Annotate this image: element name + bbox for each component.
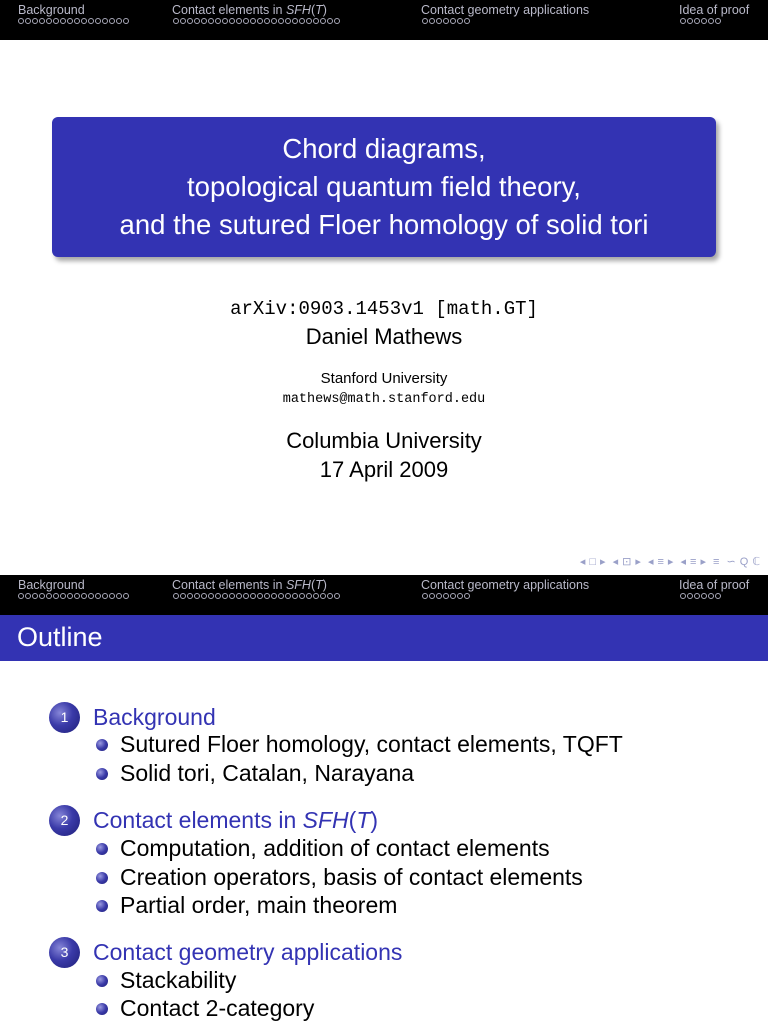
outline-section-title[interactable]: Background [93,704,216,730]
outline-item[interactable] [120,994,314,1022]
frame-dot[interactable] [264,593,270,599]
institute: Stanford University [320,370,448,387]
frame-dot[interactable] [701,593,707,599]
frame-dot[interactable] [701,18,707,24]
frame-dot[interactable] [208,593,214,599]
frame-dot[interactable] [257,18,263,24]
nav-dots-background[interactable] [18,593,130,603]
frame-icon[interactable]: □ [589,556,597,568]
bullet-icon [96,768,108,780]
frame-dot[interactable] [109,593,115,599]
frame-dot[interactable] [46,593,52,599]
bullet-icon [96,739,108,751]
back-icon[interactable]: ∽ [726,556,736,568]
frame-dot[interactable] [173,593,179,599]
frame-dot[interactable] [95,18,101,24]
section-icon[interactable]: ≡ [657,556,664,568]
frame-dot[interactable] [278,18,284,24]
frame-dot[interactable] [60,18,66,24]
frame-dot[interactable] [32,18,38,24]
forward-icon[interactable]: ℂ [752,556,760,568]
frame-dot[interactable] [306,593,312,599]
frame-dot[interactable] [313,18,319,24]
title-line-1: Chord diagrams, [282,133,486,164]
frame-dot[interactable] [285,593,291,599]
frame-dot[interactable] [201,18,207,24]
frame-next-icon[interactable]: ▸ [600,556,606,568]
nav-section-idea-of-proof[interactable]: Idea of proof [679,578,750,592]
outline-item[interactable] [120,759,414,787]
frame-dot[interactable] [687,593,693,599]
frame-dot[interactable] [450,593,456,599]
frame-dot[interactable] [299,18,305,24]
frame-dot[interactable] [443,593,449,599]
nav-section-idea-of-proof[interactable]: Idea of proof [679,3,750,17]
outline-item[interactable] [120,834,550,862]
outline-slide [0,575,768,1024]
frame-dot[interactable] [201,593,207,599]
bullet-icon [96,900,108,912]
section-number-ball: 2 [49,805,80,836]
frame-dot[interactable] [236,18,242,24]
frame-dot[interactable] [687,18,693,24]
frame-dot[interactable] [422,18,428,24]
frame-dot[interactable] [715,18,721,24]
appendix-icon[interactable]: ≡ [713,556,720,568]
frame-dot[interactable] [320,593,326,599]
nav-section-background[interactable]: Background [18,578,85,592]
arxiv-id: arXiv:0903.1453v1 [math.GT] [230,298,538,320]
frame-dot[interactable] [257,593,263,599]
nav-section-contact-geometry[interactable]: Contact geometry applications [421,578,590,592]
frame-dot[interactable] [443,18,449,24]
frame-dot[interactable] [39,593,45,599]
title-line-2: topological quantum field theory, [187,171,581,202]
frame-dot[interactable] [429,18,435,24]
frame-dot[interactable] [222,18,228,24]
nav-dots-idea-of-proof[interactable] [680,593,722,603]
frame-dot[interactable] [680,593,686,599]
nav-section-contact-elements[interactable]: Contact elements in SFH(T) [172,578,327,592]
frame-dot[interactable] [694,18,700,24]
frame-dot[interactable] [180,18,186,24]
frame-dot[interactable] [95,593,101,599]
frame-dot[interactable] [25,593,31,599]
frame-dot[interactable] [464,18,470,24]
frame-dot[interactable] [116,593,122,599]
frame-dot[interactable] [694,593,700,599]
subsection-prev-icon[interactable]: ◂ [612,556,619,568]
frame-dot[interactable] [123,18,129,24]
nav-dots-contact-elements[interactable] [173,593,341,603]
frame-dot[interactable] [292,18,298,24]
frame-dot[interactable] [60,593,66,599]
frame-dot[interactable] [236,593,242,599]
frame-dot[interactable] [88,593,94,599]
frame-dot[interactable] [88,18,94,24]
nav-dots-contact-geometry[interactable] [422,593,471,603]
subsection-icon[interactable]: ⊡ [622,556,632,568]
nav-dots-contact-geometry[interactable] [422,18,471,28]
frame-dot[interactable] [306,18,312,24]
section-number-ball: 3 [49,937,80,968]
email: mathews@math.stanford.edu [282,392,486,407]
frame-dot[interactable] [18,18,24,24]
nav-section-contact-elements[interactable]: Contact elements in SFH(T) [172,3,327,17]
outline-item[interactable] [120,891,397,919]
frame-dot[interactable] [715,593,721,599]
frame-dot[interactable] [215,18,221,24]
frame-dot[interactable] [53,18,59,24]
frame-dot[interactable] [299,593,305,599]
frame-dot[interactable] [187,593,193,599]
frame-dot[interactable] [25,18,31,24]
section-navbar [0,575,768,615]
nav-section-background[interactable]: Background [18,3,85,17]
frame-dot[interactable] [39,18,45,24]
beamer-navigation[interactable] [576,555,760,568]
frame-dot[interactable] [229,593,235,599]
frame-dot[interactable] [278,593,284,599]
frame-dot[interactable] [436,18,442,24]
frame-dot[interactable] [264,18,270,24]
doc-next-icon[interactable]: ▸ [700,556,706,568]
frame-dot[interactable] [74,18,80,24]
frame-dot[interactable] [46,18,52,24]
frame-dot[interactable] [180,593,186,599]
frame-dot[interactable] [32,593,38,599]
frame-dot[interactable] [187,18,193,24]
outline-item-text[interactable]: Stackability [120,967,237,993]
frame-dot[interactable] [457,593,463,599]
section-number-ball: 1 [49,702,80,733]
bullet-icon [96,975,108,987]
frame-title: Outline [17,622,103,652]
frame-dot[interactable] [67,593,73,599]
frame-dot[interactable] [123,593,129,599]
frame-dot[interactable] [243,18,249,24]
frame-dot[interactable] [422,593,428,599]
frame-dot[interactable] [173,18,179,24]
frame-dot[interactable] [102,18,108,24]
section-navbar [0,0,768,40]
outline-section-title[interactable]: Contact geometry applications [93,939,403,965]
nav-dots-background[interactable] [18,18,130,28]
frame-dot[interactable] [81,18,87,24]
frame-dot[interactable] [313,593,319,599]
outline-item-text[interactable]: Sutured Floer homology, contact elements, TQFT [120,731,623,757]
frame-dot[interactable] [327,18,333,24]
outline-item-text[interactable]: Solid tori, Catalan, Narayana [120,760,415,786]
frame-dot[interactable] [429,593,435,599]
frame-dot[interactable] [334,18,340,24]
frame-dot[interactable] [457,18,463,24]
frame-dot[interactable] [320,18,326,24]
title-line-3: and the sutured Floer homology of solid tori [119,209,649,240]
frame-dot[interactable] [327,593,333,599]
outline-item-text[interactable]: Creation operators, basis of contact elements [120,864,583,890]
bullet-icon [96,872,108,884]
author: Daniel Mathews [305,324,463,349]
frame-dot[interactable] [18,593,24,599]
frame-dot[interactable] [116,18,122,24]
frame-dot[interactable] [464,593,470,599]
doc-icon[interactable]: ≡ [690,556,697,568]
frame-dot[interactable] [74,593,80,599]
frame-dot[interactable] [243,593,249,599]
frame-dot[interactable] [215,593,221,599]
frame-dot[interactable] [102,593,108,599]
date: 17 April 2009 [319,457,449,482]
doc-prev-icon[interactable]: ◂ [680,556,687,568]
frame-dot[interactable] [285,18,291,24]
nav-dots-contact-elements[interactable] [173,18,341,28]
bullet-icon [96,1003,108,1015]
frame-dot[interactable] [250,18,256,24]
frame-dot[interactable] [208,18,214,24]
frame-dot[interactable] [450,18,456,24]
venue: Columbia University [286,428,482,453]
frame-dot[interactable] [708,18,714,24]
frame-dot[interactable] [271,18,277,24]
frame-dot[interactable] [222,593,228,599]
section-prev-icon[interactable]: ◂ [647,556,654,568]
outline-item[interactable] [120,730,623,758]
frame-dot[interactable] [53,593,59,599]
outline-item-text[interactable]: Partial order, main theorem [120,892,398,918]
frame-title-bar [0,615,768,661]
frame-dot[interactable] [194,18,200,24]
frame-dot[interactable] [436,593,442,599]
frame-dot[interactable] [109,18,115,24]
outline-item-text[interactable]: Computation, addition of contact elements [120,835,550,861]
title-box [52,117,716,257]
outline-item[interactable] [120,863,583,891]
frame-dot[interactable] [292,593,298,599]
frame-dot[interactable] [81,593,87,599]
frame-dot[interactable] [250,593,256,599]
subsection-next-icon[interactable]: ▸ [635,556,641,568]
bullet-icon [96,843,108,855]
nav-dots-idea-of-proof[interactable] [680,18,722,28]
outline-section-title[interactable]: Contact elements in SFH(T) [93,807,379,833]
frame-dot[interactable] [708,593,714,599]
frame-prev-icon[interactable]: ◂ [579,556,586,568]
nav-section-contact-geometry[interactable]: Contact geometry applications [421,3,590,17]
frame-dot[interactable] [67,18,73,24]
frame-dot[interactable] [229,18,235,24]
outline-item-text[interactable]: Contact 2-category [120,995,315,1021]
outline-item[interactable] [120,966,236,994]
frame-dot[interactable] [271,593,277,599]
frame-dot[interactable] [194,593,200,599]
frame-dot[interactable] [680,18,686,24]
section-next-icon[interactable]: ▸ [667,556,674,568]
search-icon[interactable]: Q [739,556,749,568]
frame-dot[interactable] [334,593,340,599]
